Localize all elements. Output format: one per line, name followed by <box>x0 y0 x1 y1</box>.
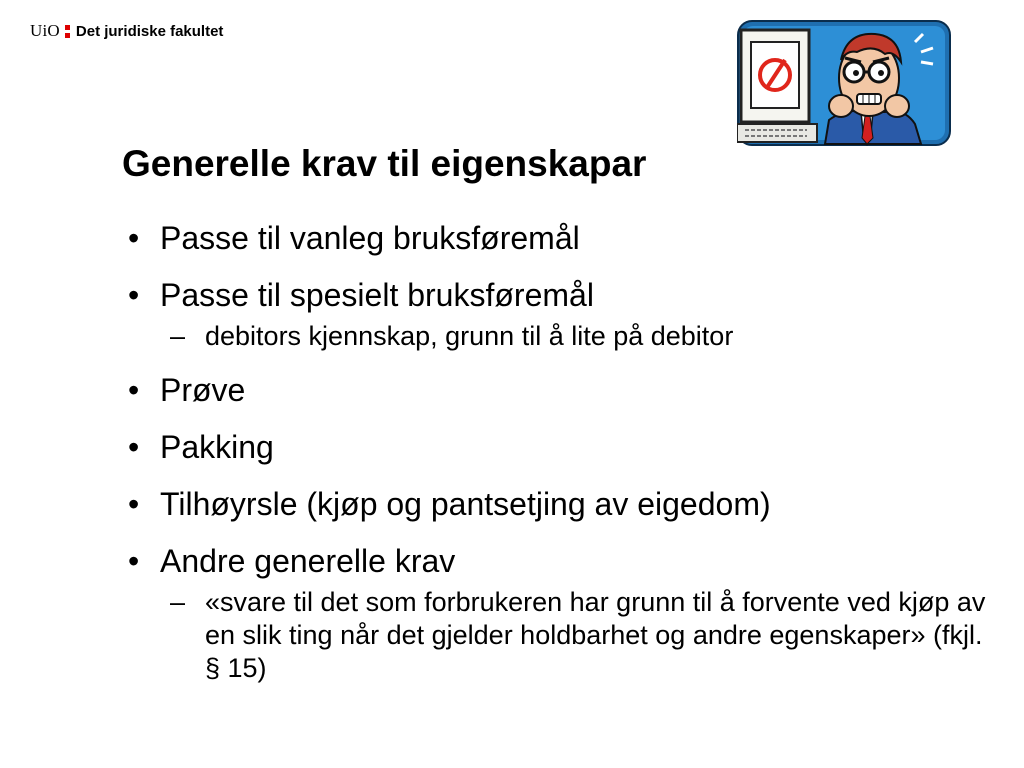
slide-title: Generelle krav til eigenskapar <box>122 143 647 184</box>
bullet-item: • Andre generelle krav <box>122 538 992 584</box>
faculty-name: Det juridiske fakultet <box>75 22 224 40</box>
bullet-item: • Pakking <box>122 424 992 470</box>
sub-bullet-group <box>122 586 992 685</box>
bullet-list <box>122 215 992 699</box>
bullet-item: • Prøve <box>122 367 992 413</box>
header-logo <box>30 20 223 42</box>
sub-bullet-item: – debitors kjennskap, grunn til å lite på debitor <box>122 320 992 353</box>
frustrated-man-at-computer-icon <box>737 20 951 146</box>
bullet-item: • Passe til spesielt bruksføremål <box>122 272 992 318</box>
sub-bullet-item: – «svare til det som forbrukeren har grunn til å forvente ved kjøp av en slik ting når det gjelder holdbarhet og andre egenskaper» (fkjl. § 15) <box>122 586 992 685</box>
sub-bullet-list <box>122 586 992 685</box>
sub-bullet-list <box>122 320 992 353</box>
bullet-item: • Passe til vanleg bruksføremål <box>122 215 992 261</box>
sub-bullet-group <box>122 320 992 353</box>
bullet-item: • Tilhøyrsle (kjøp og pantsetjing av eigedom) <box>122 481 992 527</box>
logo-colon-icon <box>65 22 70 40</box>
uio-logo: UiO <box>30 21 60 40</box>
